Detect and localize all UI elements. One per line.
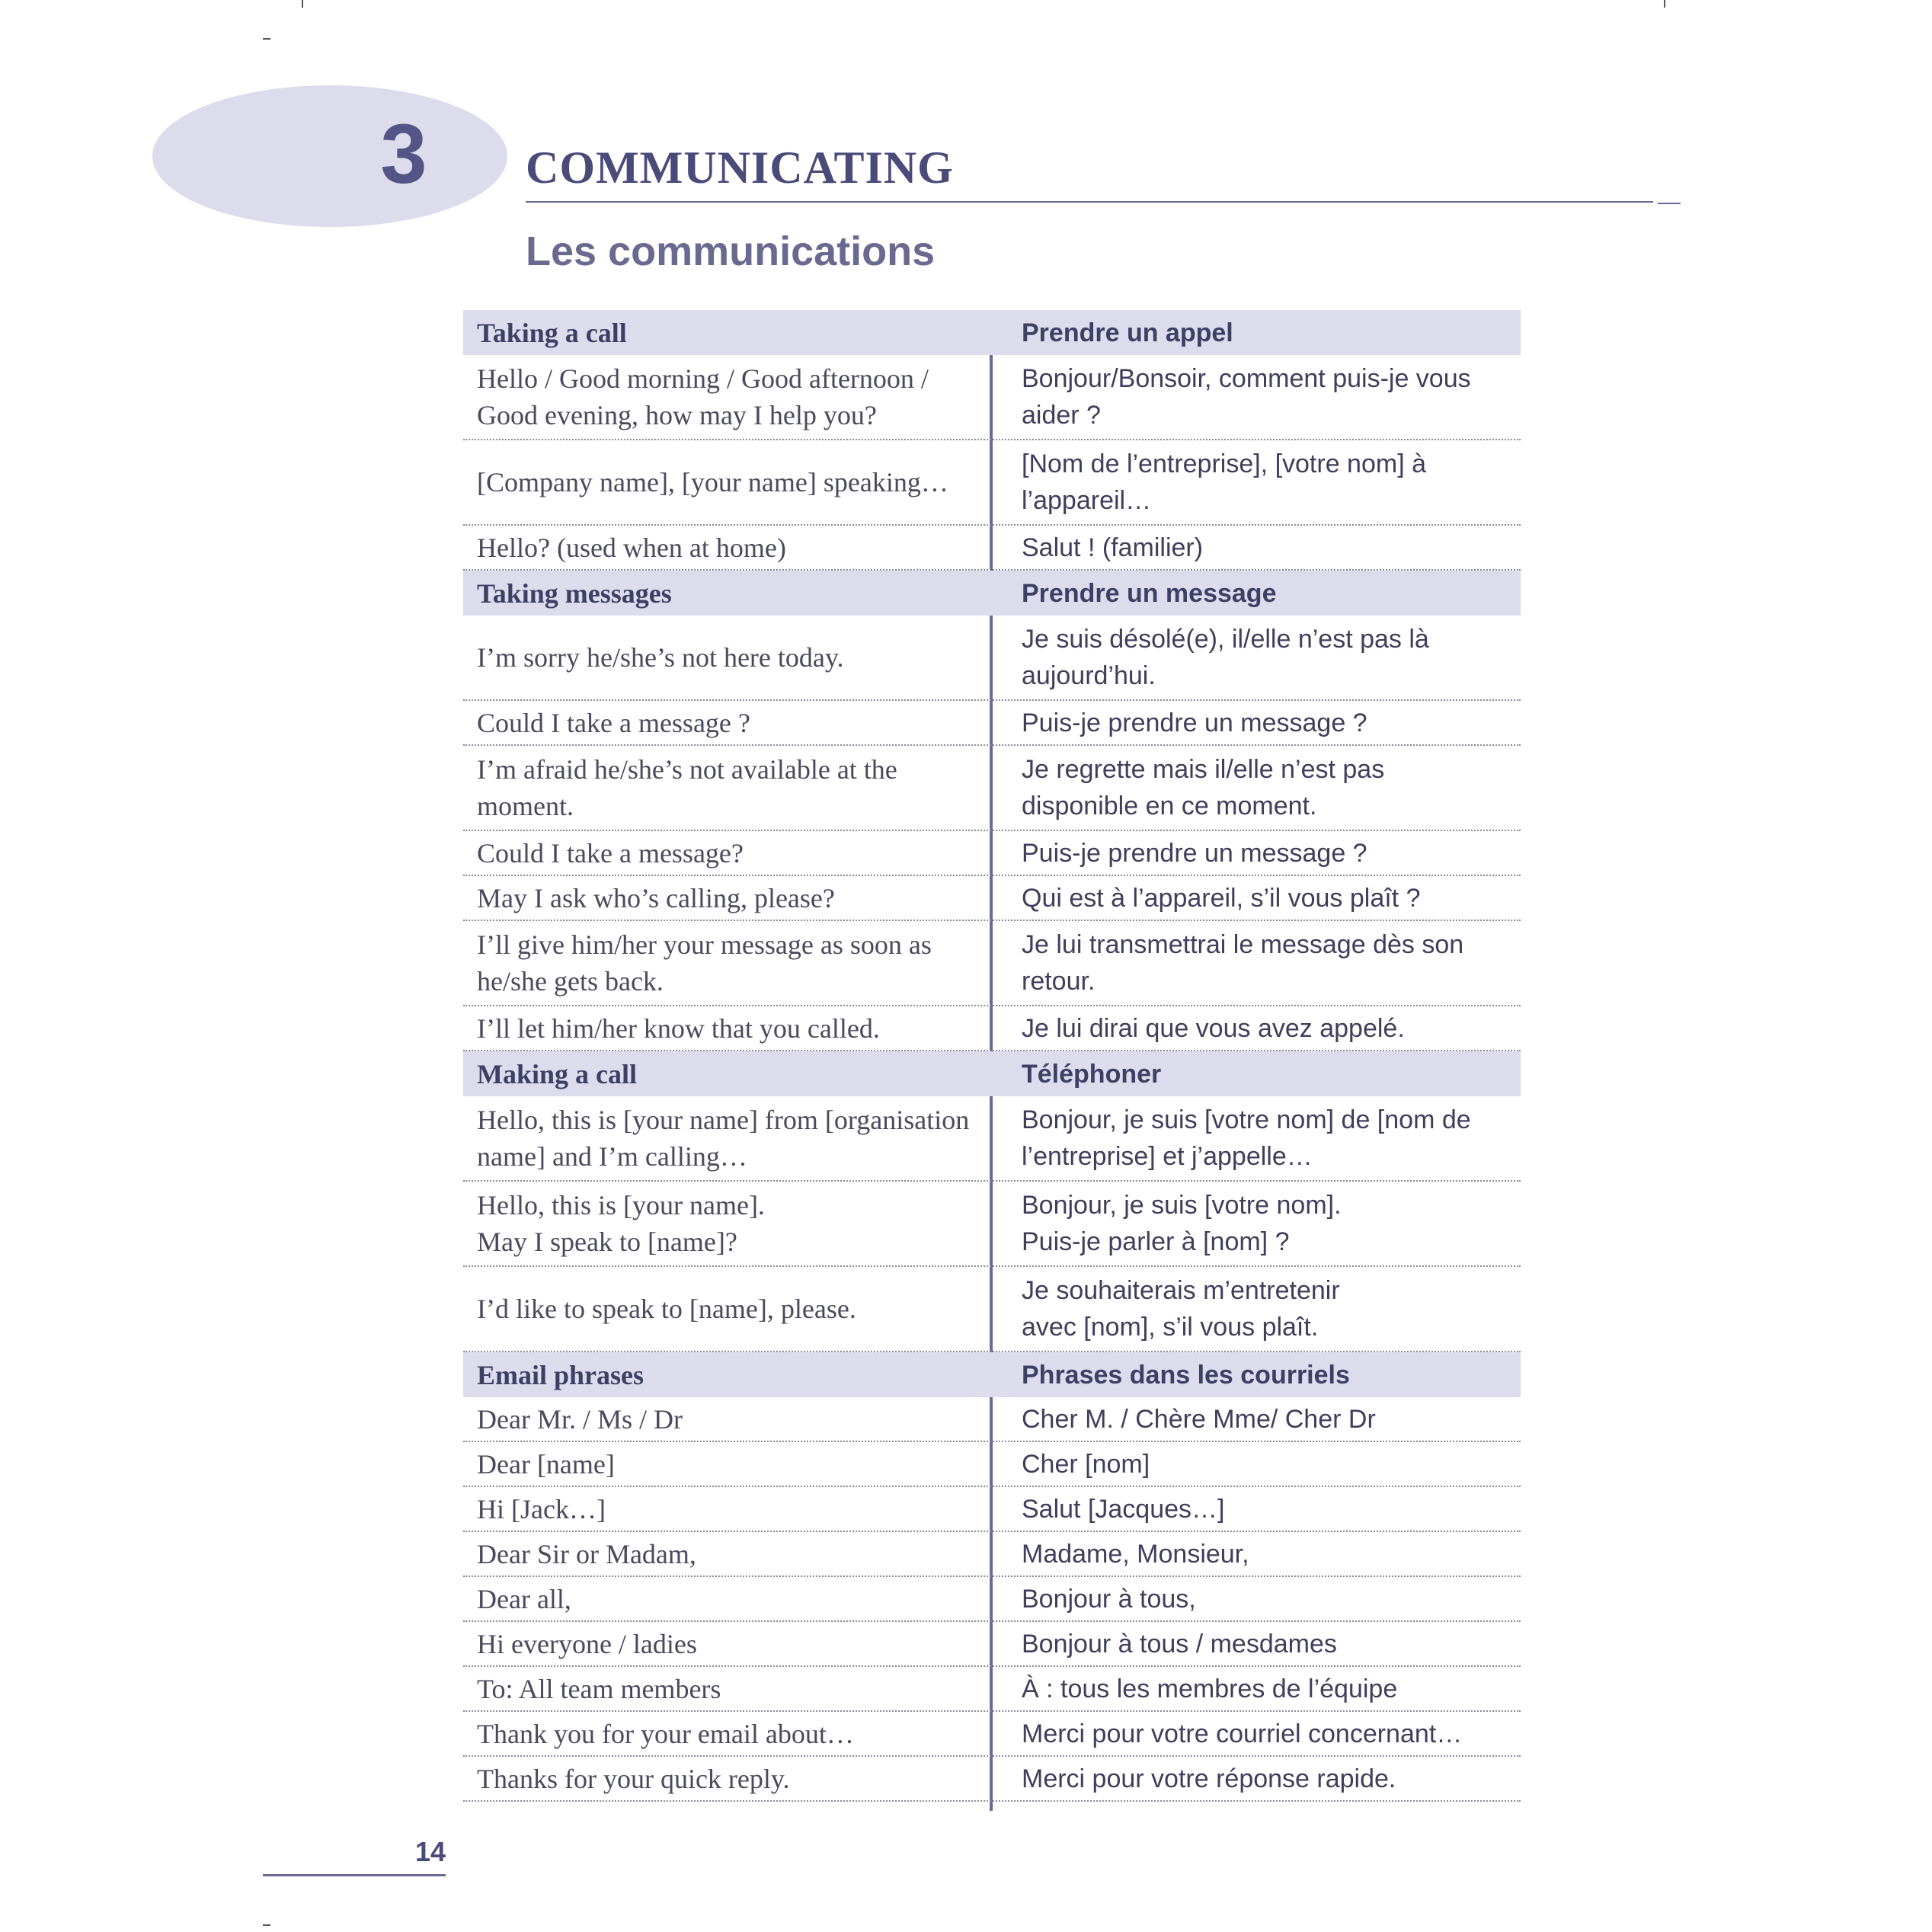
phrase-en: I’m sorry he/she’s not here today. [477, 642, 844, 673]
section-title-fr: Phrases dans les courriels [1022, 1360, 1350, 1390]
table-row [463, 1006, 1521, 1051]
phrase-en: Hi everyone / ladies [477, 1628, 697, 1659]
page-rule [263, 1874, 446, 1876]
section-title-en: Email phrases [477, 1359, 645, 1390]
phrase-en: Could I take a message ? [477, 707, 750, 738]
phrase-fr: Merci pour votre courriel concernant… [1022, 1719, 1463, 1748]
page-number: 14 [414, 1836, 446, 1867]
section-header-row [463, 1352, 1521, 1397]
table-row [463, 1757, 1521, 1802]
phrase-fr: Madame, Monsieur, [1022, 1539, 1249, 1569]
phrase-en: Thanks for your quick reply. [477, 1763, 790, 1794]
section-title-fr: Prendre un appel [1022, 318, 1233, 347]
phrase-fr: À : tous les membres de l’équipe [1022, 1674, 1398, 1703]
table-row [463, 746, 1521, 831]
chapter-title: COMMUNICATING [526, 142, 954, 193]
phrase-en: Thank you for your email about… [477, 1718, 854, 1749]
phrase-fr: Bonjour, je suis [votre nom]. Puis-je parler à [nom] ? [1022, 1191, 1342, 1256]
phrase-en: Could I take a message? [477, 837, 744, 868]
phrase-en: Hello? (used when at home) [477, 532, 786, 563]
table-row [463, 1442, 1521, 1487]
table-row [463, 355, 1521, 440]
crop-mark [263, 1924, 270, 1926]
title-rule-tick [1658, 203, 1681, 204]
phrase-en: Hi [Jack…] [477, 1493, 606, 1524]
phrase-en: [Company name], [your name] speaking… [477, 467, 948, 497]
phrase-fr: Je lui transmettrai le message dès son retour. [1022, 930, 1464, 996]
phrase-fr: Puis-je prendre un message ? [1022, 708, 1367, 737]
phrase-fr: Cher M. / Chère Mme/ Cher Dr [1022, 1404, 1376, 1434]
phrase-en: To: All team members [477, 1673, 721, 1704]
table-row [463, 526, 1521, 571]
table-row [463, 921, 1521, 1006]
table-row [463, 1267, 1521, 1352]
phrase-fr: Puis-je prendre un message ? [1022, 838, 1367, 868]
phrase-fr: Salut [Jacques…] [1022, 1494, 1225, 1524]
section-title-en: Taking messages [477, 577, 672, 609]
table-row [463, 1182, 1521, 1267]
phrase-fr: Merci pour votre réponse rapide. [1022, 1764, 1396, 1793]
phrase-en: I’ll let him/her know that you called. [477, 1012, 880, 1044]
phrase-en: Hello, this is [your name] from [organisation name] and I’m calling… [477, 1105, 970, 1172]
phrase-fr: Cher [nom] [1022, 1449, 1150, 1479]
section-title-en: Taking a call [477, 317, 627, 348]
phrase-en: Hello / Good morning / Good afternoon / Good evening, how may I help you? [477, 363, 929, 430]
table-row [463, 440, 1521, 526]
phrase-fr: Salut ! (familier) [1022, 533, 1204, 562]
chapter-subtitle: Les communications [526, 229, 936, 274]
phrase-en: Dear all, [477, 1583, 571, 1614]
phrase-en: I’ll give him/her your message as soon as he/she gets back. [477, 929, 932, 996]
table-row [463, 1397, 1521, 1442]
section-header-row [463, 571, 1521, 616]
phrase-en: I’m afraid he/she’s not available at the moment. [477, 754, 897, 821]
phrase-en: Hello, this is [your name]. May I speak to [name]? [477, 1190, 765, 1257]
crop-mark [302, 0, 303, 8]
phrase-fr: Bonjour à tous, [1022, 1584, 1196, 1614]
table-row [463, 1096, 1521, 1182]
chapter-number: 3 [380, 107, 427, 201]
phrase-en: Dear Mr. / Ms / Dr [477, 1403, 683, 1435]
phrase-fr: Je souhaiterais m’entretenir avec [nom], s’il vous plaît. [1022, 1276, 1340, 1342]
phrase-fr: Bonjour, je suis [votre nom] de [nom de l’entreprise] et j’appelle… [1022, 1105, 1471, 1171]
table-row [463, 1532, 1521, 1577]
section-title-fr: Prendre un message [1022, 578, 1277, 608]
section-title-en: Making a call [477, 1058, 638, 1089]
table-row [463, 701, 1521, 746]
table-row [463, 876, 1521, 921]
table-row [463, 1577, 1521, 1622]
table-row [463, 1712, 1521, 1757]
table-row [463, 1622, 1521, 1667]
table-row [463, 616, 1521, 701]
phrase-en: I’d like to speak to [name], please. [477, 1294, 856, 1324]
section-title-fr: Téléphoner [1022, 1059, 1162, 1089]
phrase-fr: [Nom de l’entreprise], [votre nom] à l’appareil… [1022, 449, 1427, 515]
phrase-fr: Je lui dirai que vous avez appelé. [1022, 1013, 1405, 1043]
section-header-row [463, 310, 1521, 355]
table-row [463, 831, 1521, 876]
title-rule [526, 201, 1653, 203]
section-header-row [463, 1051, 1521, 1096]
table-row [463, 1487, 1521, 1532]
phrase-en: Dear Sir or Madam, [477, 1538, 696, 1569]
phrase-fr: Je regrette mais il/elle n’est pas disponible en ce moment. [1022, 755, 1385, 820]
crop-mark [263, 38, 270, 40]
crop-mark [1664, 0, 1665, 8]
phrase-fr: Bonjour/Bonsoir, comment puis-je vous aider ? [1022, 364, 1471, 430]
phrase-fr: Qui est à l’appareil, s’il vous plaît ? [1022, 883, 1421, 913]
phrase-en: Dear [name] [477, 1448, 615, 1479]
table-row [463, 1667, 1521, 1712]
phrase-table [463, 310, 1521, 1802]
phrase-fr: Je suis désolé(e), il/elle n’est pas là aujourd’hui. [1022, 625, 1429, 690]
phrase-fr: Bonjour à tous / mesdames [1022, 1629, 1337, 1659]
phrase-en: May I ask who’s calling, please? [477, 882, 835, 913]
